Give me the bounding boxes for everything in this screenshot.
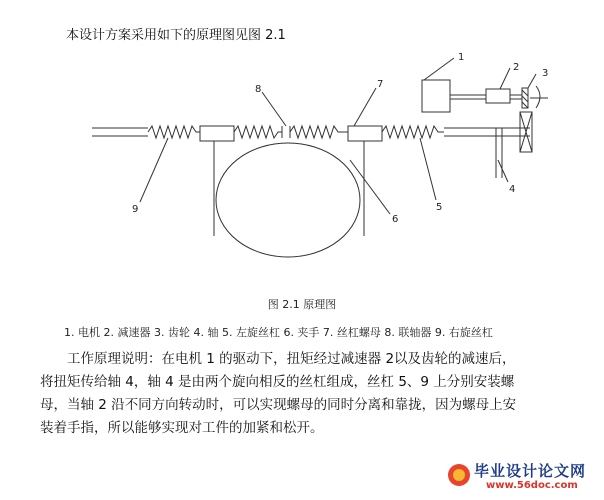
gear-3-hatch	[522, 96, 528, 102]
screw-9-spring	[148, 126, 200, 138]
label-4: 4	[509, 184, 516, 195]
label-8: 8	[255, 84, 262, 95]
workpiece	[216, 143, 360, 257]
label-5: 5	[436, 202, 443, 213]
desc-line: 装着手指，所以能够实现对工件的加紧和松开。	[40, 420, 324, 436]
label-7: 7	[377, 79, 384, 90]
working-principle-description	[40, 348, 580, 440]
leader-4	[498, 160, 508, 182]
figure-caption: 图 2.1 原理图	[267, 298, 337, 311]
leader-8	[262, 92, 286, 126]
watermark-logo-icon	[446, 462, 472, 488]
gear-3-hatch	[522, 102, 528, 108]
nut-left	[200, 126, 234, 141]
leader-6	[350, 160, 390, 214]
parts-legend: 1. 电机 2. 减速器 3. 齿轮 4. 轴 5. 左旋丝杠 6. 夹手 7. 丝杠螺母 8. 联轴器 9. 右旋丝杠	[64, 326, 493, 339]
leader-5	[420, 138, 436, 200]
leader-1	[424, 58, 454, 80]
leader-9	[140, 138, 168, 202]
desc-line: 工作原理说明：在电机 1 的驱动下，扭矩经过减速器 2以及齿轮的减速后，	[67, 351, 516, 367]
rotation-arrow	[536, 86, 540, 108]
middle-spring-left	[234, 126, 282, 138]
watermark-text: 毕业设计论文网	[474, 462, 587, 480]
label-6: 6	[392, 214, 399, 225]
gear-3-hatch	[522, 90, 528, 96]
reducer-2	[486, 89, 510, 103]
watermark	[446, 460, 596, 496]
label-3: 3	[542, 68, 549, 79]
label-2: 2	[513, 62, 520, 73]
middle-spring-right	[290, 126, 348, 138]
label-1: 1	[458, 52, 465, 63]
leader-3	[528, 74, 536, 88]
desc-line: 母，当轴 2 沿不同方向转动时，可以实现螺母的同时分离和靠拢，因为螺母上安	[40, 397, 517, 413]
nut-7	[348, 126, 382, 141]
desc-line: 将扭矩传给轴 4，轴 4 是由两个旋向相反的丝杠组成，丝杠 5、9 上分别安装螺	[40, 374, 515, 390]
leader-2	[500, 68, 510, 89]
leader-7	[354, 88, 376, 126]
screw-5-spring	[382, 126, 444, 138]
watermark-url: www.56doc.com	[486, 480, 578, 491]
label-9: 9	[132, 204, 139, 215]
motor-1	[422, 80, 450, 112]
intro-text: 本设计方案采用如下的原理图见图 2.1	[66, 28, 286, 43]
